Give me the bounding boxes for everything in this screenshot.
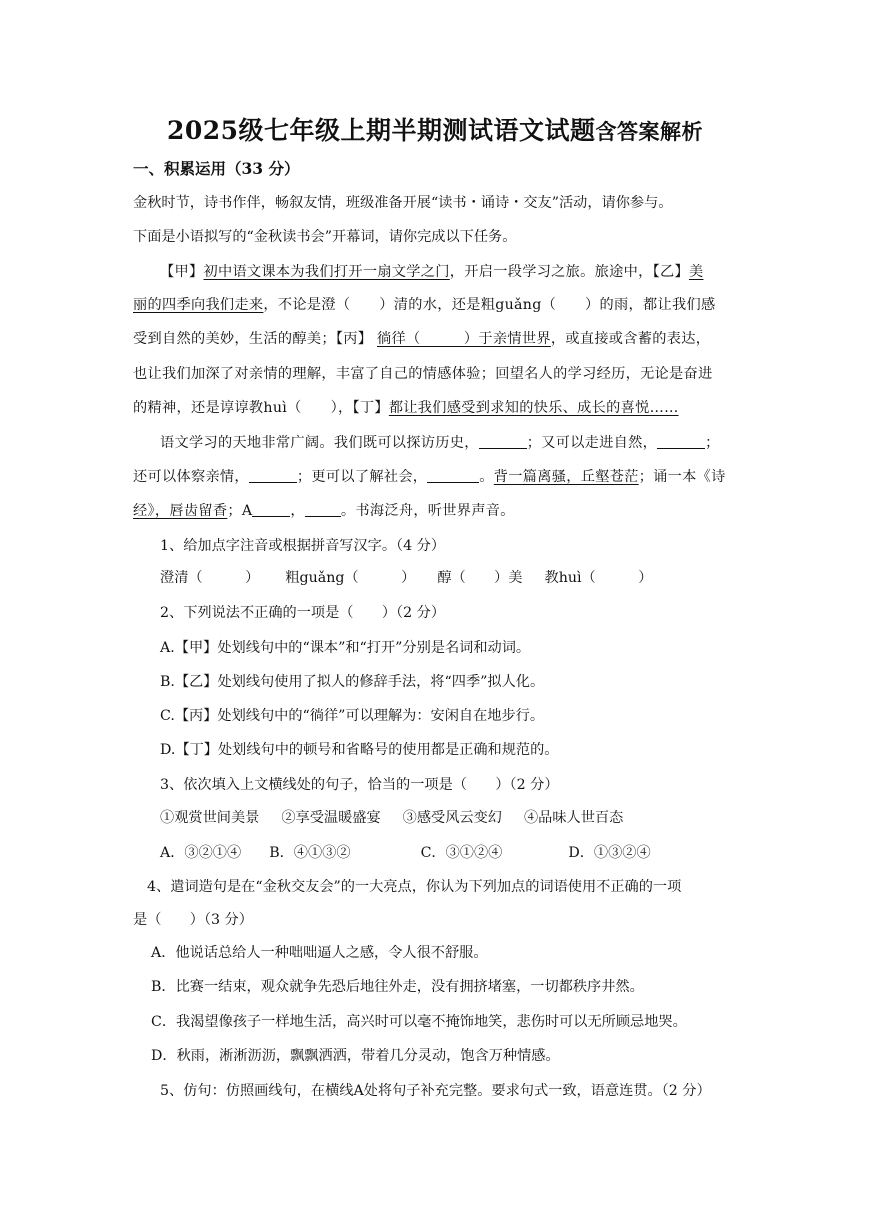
q4-option-b: B．比赛一结束，观众就争先恐后地往外走，没有拥挤堵塞，一切都秩序井然。 xyxy=(151,979,644,995)
passage-line-2 xyxy=(133,295,715,315)
q2-option-a: A.【甲】处划线句中的“课本”和“打开”分别是名词和动词。 xyxy=(160,640,531,656)
underlined-text: 都让我们感受到求知的快乐、成长的喜悦…… xyxy=(388,400,679,416)
q3-choice: ②享受温暖盛宴 xyxy=(281,810,381,826)
passage-line-6 xyxy=(160,433,720,453)
intro-line-2: 下面是小语拟写的“金秋读书会”开幕词，请你完成以下任务。 xyxy=(133,229,517,245)
question-3-stem: 3、依次填入上文横线处的句子，恰当的一项是（ ）（2 分） xyxy=(160,777,559,793)
question-2-stem: 2、下列说法不正确的一项是（ ）（2 分） xyxy=(160,605,446,621)
q3-choice: ③感受风云变幻 xyxy=(402,810,502,826)
underlined-text: 背一篇离骚，丘壑苍茫 xyxy=(493,469,639,485)
q4-option-a: A．他说话总给人一种咄咄逼人之感，令人很不舒服。 xyxy=(151,945,488,961)
fill-in-blank xyxy=(657,434,705,449)
underlined-text: 美 xyxy=(688,264,704,280)
passage-line-1 xyxy=(160,262,703,282)
q4-option-d: D．秋雨，淅淅沥沥，飘飘洒洒，带着几分灵动，饱含万种情感。 xyxy=(151,1048,560,1064)
passage-line-3 xyxy=(133,329,710,349)
q3-choice: ①观赏世间美景 xyxy=(160,810,260,826)
q4-option-c: C．我渴望像孩子一样地生活，高兴时可以毫不掩饰地笑，悲伤时可以无所顾忌地哭。 xyxy=(151,1014,687,1030)
q2-option-b: B.【乙】处划线句使用了拟人的修辞手法，将“四季”拟人化。 xyxy=(160,674,545,690)
underlined-text: 徜徉（ ）于亲情世界 xyxy=(377,331,551,347)
intro-line-1: 金秋时节，诗书作伴，畅叙友情，班级准备开展“读书・诵诗・交友”活动，请你参与。 xyxy=(133,195,673,211)
section-heading: 一、积累运用（33 分） xyxy=(133,159,300,178)
underlined-text: 丽的四季向我们走来 xyxy=(133,297,264,313)
passage-text: 【甲】 xyxy=(160,264,204,280)
q3-option-d: D．①③②④ xyxy=(568,845,651,861)
question-4-stem-2: 是（ ）（3 分） xyxy=(133,912,253,928)
passage-line-7 xyxy=(133,467,726,487)
underlined-text: 初中语文课本为我们打开一扇文学之门 xyxy=(203,264,450,280)
fill-in-blank xyxy=(305,502,341,517)
passage-text: 受到自然的美妙，生活的醇美；【丙】 xyxy=(133,331,377,347)
passage-text: 也让我们加深了对亲情的理解，丰富了自己的情感体验；回望名人的学习经历，无论是奋进 xyxy=(133,366,713,382)
title-main: 2025级七年级上期半期测试语文试题 xyxy=(166,116,596,145)
passage-line-5 xyxy=(133,398,679,418)
fill-in-blank xyxy=(252,502,290,517)
passage-line-8 xyxy=(133,501,515,521)
q3-option-a: A．③②①④ xyxy=(160,845,242,861)
passage-text: ； xyxy=(705,435,720,451)
question-1-items xyxy=(160,568,652,588)
passage-text: ，不论是澄（ ）清的水，还是粗guǎng（ ）的雨，都让我们感 xyxy=(263,297,716,313)
q3-option-b: B．④①③② xyxy=(269,845,351,861)
passage-text: 的精神，还是谆谆教huì（ ），【丁】 xyxy=(133,400,389,416)
passage-text: ；诵一本《诗 xyxy=(638,469,726,485)
q1-item: 醇（ ）美 xyxy=(437,570,523,586)
question-1-stem: 1、给加点字注音或根据拼音写汉字。（4 分） xyxy=(160,538,446,554)
passage-text: 。书海泛舟，听世界声音。 xyxy=(340,503,515,519)
passage-text: 还可以体察亲情， xyxy=(133,469,249,485)
passage-text: 。 xyxy=(479,469,494,485)
passage-text: ；A xyxy=(227,503,253,519)
q1-item: 教huì（ ） xyxy=(544,570,653,586)
q1-item: 粗guǎng（ ） xyxy=(285,570,416,586)
question-5-stem: 5、仿句：仿照画线句，在横线A处将句子补充完整。要求句式一致，语意连贯。（2 分） xyxy=(160,1083,711,1099)
fill-in-blank xyxy=(249,468,297,483)
passage-text: ；更可以了解社会， xyxy=(296,469,428,485)
q3-choices xyxy=(160,808,623,828)
fill-in-blank xyxy=(427,468,479,483)
passage-text: 语文学习的天地非常广阔。我们既可以探访历史， xyxy=(160,435,479,451)
q3-options xyxy=(160,843,651,863)
question-4-stem-1: 4、遣词造句是在“金秋交友会”的一大亮点，你认为下列加点的词语使用不正确的一项 xyxy=(147,879,682,895)
passage-text: ；又可以走进自然， xyxy=(526,435,658,451)
passage-text: ， xyxy=(290,503,305,519)
q1-item: 澄清（ ） xyxy=(160,570,260,586)
fill-in-blank xyxy=(479,434,527,449)
passage-text: ，开启一段学习之旅。旅途中，【乙】 xyxy=(449,264,689,280)
page-title xyxy=(0,111,870,147)
title-sub: 含答案解析 xyxy=(595,119,704,144)
q2-option-c: C.【丙】处划线句中的“徜徉”可以理解为：安闲自在地步行。 xyxy=(160,708,545,724)
passage-line-4 xyxy=(133,364,713,384)
q2-option-d: D.【丁】处划线句中的顿号和省略号的使用都是正确和规范的。 xyxy=(160,742,559,758)
passage-text: ，或直接或含蓄的表达， xyxy=(550,331,711,347)
underlined-text: 经》，唇齿留香 xyxy=(133,503,228,519)
q3-choice: ④品味人世百态 xyxy=(523,810,624,826)
q3-option-c: C．③①②④ xyxy=(420,845,503,861)
